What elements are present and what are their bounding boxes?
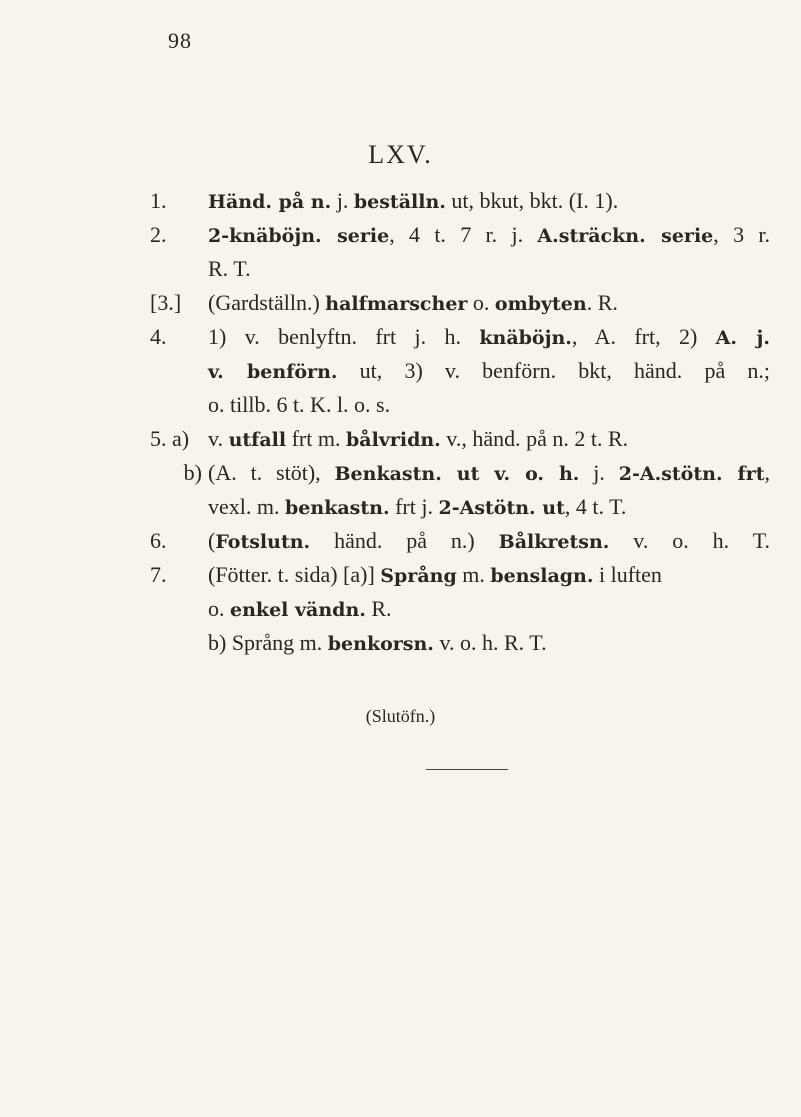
entry-line [150, 626, 770, 660]
bold-term: enkel vändn. [230, 599, 366, 621]
text-run: , 4 t. 7 r. j. [389, 222, 538, 247]
entry-text [208, 320, 770, 355]
bold-term: A. j. [715, 327, 771, 349]
text-run: ut, 3) v. benförn. bkt, händ. på n.; [337, 358, 770, 383]
bold-term: benkastn. [285, 497, 390, 519]
section-title: LXV. [368, 140, 433, 169]
entry-text [208, 524, 770, 559]
bold-term: benkorsn. [327, 633, 434, 655]
bold-term: 2-Astötn. ut [438, 497, 565, 519]
entry-number: 2. [150, 222, 167, 247]
bold-term: Händ. på n. [208, 191, 332, 213]
entry-text [208, 286, 618, 321]
bold-term: Benkastn. ut v. o. h. [334, 463, 580, 485]
text-run: v. [208, 426, 229, 451]
entry-line [150, 218, 770, 252]
entry-line [150, 490, 770, 524]
text-run: v. o. h. T. [609, 528, 770, 553]
text-run: ( [208, 528, 216, 553]
entry-text [208, 558, 662, 593]
bold-term: Bålkretsn. [498, 531, 610, 553]
entry-line [150, 252, 770, 286]
entry-line [150, 286, 770, 320]
bold-term: ombyten [494, 293, 587, 315]
bold-term: knäböjn. [479, 327, 572, 349]
divider-rule [426, 769, 508, 770]
bold-term: 2-knäböjn. serie [208, 225, 390, 247]
entry-number: 4. [150, 324, 167, 349]
text-run: m. [456, 562, 491, 587]
text-run: (Fötter. t. sida) [a)] [208, 562, 381, 587]
entry-line [150, 524, 770, 558]
entry-text [208, 218, 770, 253]
bold-term: bålvridn. [345, 429, 441, 451]
entry-line [150, 456, 770, 490]
text-run: v., händ. på n. 2 t. R. [440, 426, 629, 451]
text-run: o. tillb. 6 t. K. l. o. s. [208, 392, 391, 417]
entry-line [150, 388, 770, 422]
entry-text [208, 252, 251, 286]
text-run: frt j. [389, 494, 439, 519]
bold-term: A.sträckn. serie [537, 225, 714, 247]
entry-number: 6. [150, 528, 167, 553]
bold-term: benslagn. [490, 565, 594, 587]
entry-number: b) [183, 460, 202, 485]
text-run: j. [579, 460, 619, 485]
entry-number: 7. [150, 562, 167, 587]
entry-line [150, 558, 770, 592]
text-run: v. o. h. R. T. [433, 630, 547, 655]
entry-line [150, 422, 770, 456]
entry-text [208, 592, 392, 627]
entry-text [208, 422, 628, 457]
text-run: b) Språng m. [208, 630, 328, 655]
text-run: 1) v. benlyftn. frt j. h. [208, 324, 480, 349]
text-run: vexl. m. [208, 494, 285, 519]
text-run: j. [331, 188, 354, 213]
bold-term: beställn. [353, 191, 446, 213]
text-run: , A. frt, 2) [571, 324, 716, 349]
bold-term: utfall [228, 429, 287, 451]
text-run: (Gardställn.) [208, 290, 326, 315]
text-run: o. [208, 596, 230, 621]
text-run: R. [365, 596, 392, 621]
text-run: o. [467, 290, 495, 315]
text-run: frt m. [286, 426, 346, 451]
page-number: 98 [168, 28, 192, 53]
text-run: , 4 t. T. [564, 494, 627, 519]
bold-term: v. benförn. [208, 361, 338, 383]
text-run: R. T. [208, 256, 251, 281]
text-run: . R. [586, 290, 618, 315]
entry-line [150, 184, 770, 218]
entry-line [150, 354, 770, 388]
entry-line [150, 320, 770, 354]
entry-number: [3.] [150, 290, 182, 315]
entry-text [208, 490, 626, 525]
text-run: händ. på n.) [310, 528, 499, 553]
text-run: , [764, 460, 770, 485]
exercise-list [150, 184, 770, 660]
entry-text [208, 388, 390, 422]
bold-term: 2-A.stötn. frt [618, 463, 765, 485]
entry-number: 5. a) [150, 426, 190, 451]
entry-text [208, 184, 618, 219]
bold-term: Språng [380, 565, 457, 587]
bold-term: halfmarscher [325, 293, 468, 315]
bold-term: Fotslutn. [215, 531, 311, 553]
entry-text [208, 354, 770, 389]
text-run: , 3 r. [713, 222, 770, 247]
closing-note: (Slutöfn.) [365, 706, 436, 726]
entry-line [150, 592, 770, 626]
text-run: ut, bkut, bkt. (I. 1). [445, 188, 619, 213]
text-run: (A. t. stöt), [208, 460, 335, 485]
entry-text [208, 456, 770, 491]
entry-text [208, 626, 547, 661]
text-run: i luften [593, 562, 662, 587]
entry-number: 1. [150, 188, 167, 213]
